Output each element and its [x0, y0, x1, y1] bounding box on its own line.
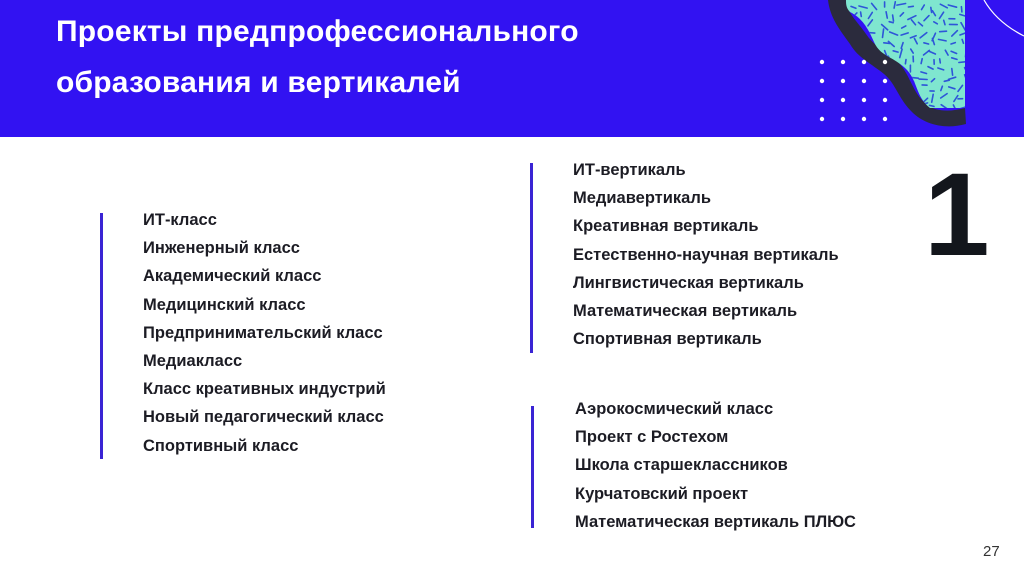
confetti-stroke — [852, 60, 857, 61]
decorative-dot — [883, 98, 887, 102]
classes-list — [143, 206, 386, 460]
confetti-stroke — [881, 102, 884, 106]
list-item: Спортивный класс — [143, 436, 299, 455]
confetti-stroke — [853, 95, 860, 98]
verticals-accent-bar — [530, 163, 533, 353]
confetti-stroke — [849, 52, 853, 54]
confetti-stroke — [868, 33, 875, 34]
decorative-dot — [820, 98, 824, 102]
decorative-dot — [862, 60, 866, 64]
list-item: Новый педагогический класс — [143, 408, 384, 427]
confetti-stroke — [887, 103, 894, 105]
thin-arc-line — [984, 0, 1024, 36]
confetti-stroke — [961, 7, 962, 12]
confetti-stroke — [905, 60, 906, 64]
confetti-stroke — [965, 75, 968, 82]
header-banner — [0, 0, 1024, 137]
confetti-stroke — [870, 77, 871, 82]
list-item: Математическая вертикаль ПЛЮС — [575, 512, 856, 531]
list-item: ИТ-вертикаль — [573, 161, 686, 179]
decorative-dot — [883, 79, 887, 83]
confetti-stroke — [884, 43, 890, 44]
confetti-stroke — [930, 105, 935, 106]
confetti-stroke — [912, 78, 919, 79]
confetti-stroke — [861, 12, 862, 16]
confetti-stroke — [959, 62, 967, 63]
decorative-dot — [820, 117, 824, 121]
list-item: Лингвистическая вертикаль — [573, 273, 804, 292]
decorative-dot — [862, 98, 866, 102]
confetti-stroke — [869, 67, 871, 71]
decorative-dot — [862, 117, 866, 121]
decorative-dot — [862, 79, 866, 83]
confetti-stroke — [931, 7, 932, 12]
confetti-stroke — [899, 105, 906, 107]
list-item: Курчатовский проект — [575, 484, 749, 503]
confetti-stroke — [879, 88, 881, 93]
decorative-dot — [841, 79, 845, 83]
confetti-stroke — [965, 68, 968, 75]
decorative-dot — [883, 117, 887, 121]
dot-grid — [820, 60, 887, 121]
confetti-stroke — [908, 6, 913, 7]
title-line-2: образования и вертикалей — [56, 66, 461, 99]
page-number: 27 — [983, 543, 1000, 560]
confetti-stroke — [966, 50, 967, 57]
list-item: Спортивная вертикаль — [573, 330, 762, 349]
decorative-pattern-graphic — [0, 0, 1024, 137]
decorative-dot — [841, 60, 845, 64]
confetti-stroke — [865, 67, 867, 75]
confetti-stroke — [892, 94, 897, 97]
confetti-stroke — [940, 59, 941, 63]
confetti-stroke — [952, 69, 953, 76]
confetti-stroke — [847, 65, 855, 69]
list-item: Школа старшеклассников — [575, 456, 788, 475]
confetti-stroke — [851, 76, 855, 79]
list-item: Проект с Ростехом — [575, 428, 729, 447]
confetti-stroke — [873, 95, 875, 103]
verticals-list — [573, 156, 839, 353]
list-item: Медиакласс — [143, 351, 243, 370]
confetti-stroke — [940, 31, 947, 32]
confetti-stroke — [893, 15, 894, 21]
confetti-stroke — [850, 86, 852, 93]
confetti-stroke — [859, 88, 865, 90]
projects-list — [575, 395, 856, 536]
list-item: Класс креативных индустрий — [143, 380, 386, 399]
confetti-stroke — [862, 93, 867, 95]
list-item: Предпринимательский класс — [143, 323, 383, 342]
confetti-stroke — [852, 103, 854, 107]
confetti-stroke — [889, 88, 895, 93]
decorative-dot — [841, 117, 845, 121]
list-item: Медицинский класс — [143, 295, 306, 314]
big-section-number: 1 — [924, 149, 990, 281]
decorative-dot — [820, 79, 824, 83]
confetti-stroke — [889, 22, 893, 23]
confetti-stroke — [944, 80, 949, 81]
projects-accent-bar — [531, 406, 534, 528]
decorative-dot — [841, 98, 845, 102]
decorative-dot — [820, 60, 824, 64]
list-item: Академический класс — [143, 267, 322, 286]
list-item: Естественно-научная вертикаль — [573, 245, 839, 264]
list-item: ИТ-класс — [143, 211, 217, 229]
classes-accent-bar — [100, 213, 103, 459]
list-item: Аэрокосмический класс — [575, 400, 774, 418]
decorative-dot — [883, 60, 887, 64]
list-item: Инженерный класс — [143, 239, 300, 258]
confetti-stroke — [861, 103, 865, 106]
list-item: Креативная вертикаль — [573, 217, 759, 236]
list-item: Математическая вертикаль — [573, 301, 798, 320]
list-item: Медиавертикаль — [573, 189, 711, 208]
confetti-stroke — [921, 59, 922, 64]
confetti-stroke — [883, 29, 884, 38]
confetti-stroke — [869, 102, 873, 107]
title-line-1: Проекты предпрофессионального — [56, 15, 579, 48]
